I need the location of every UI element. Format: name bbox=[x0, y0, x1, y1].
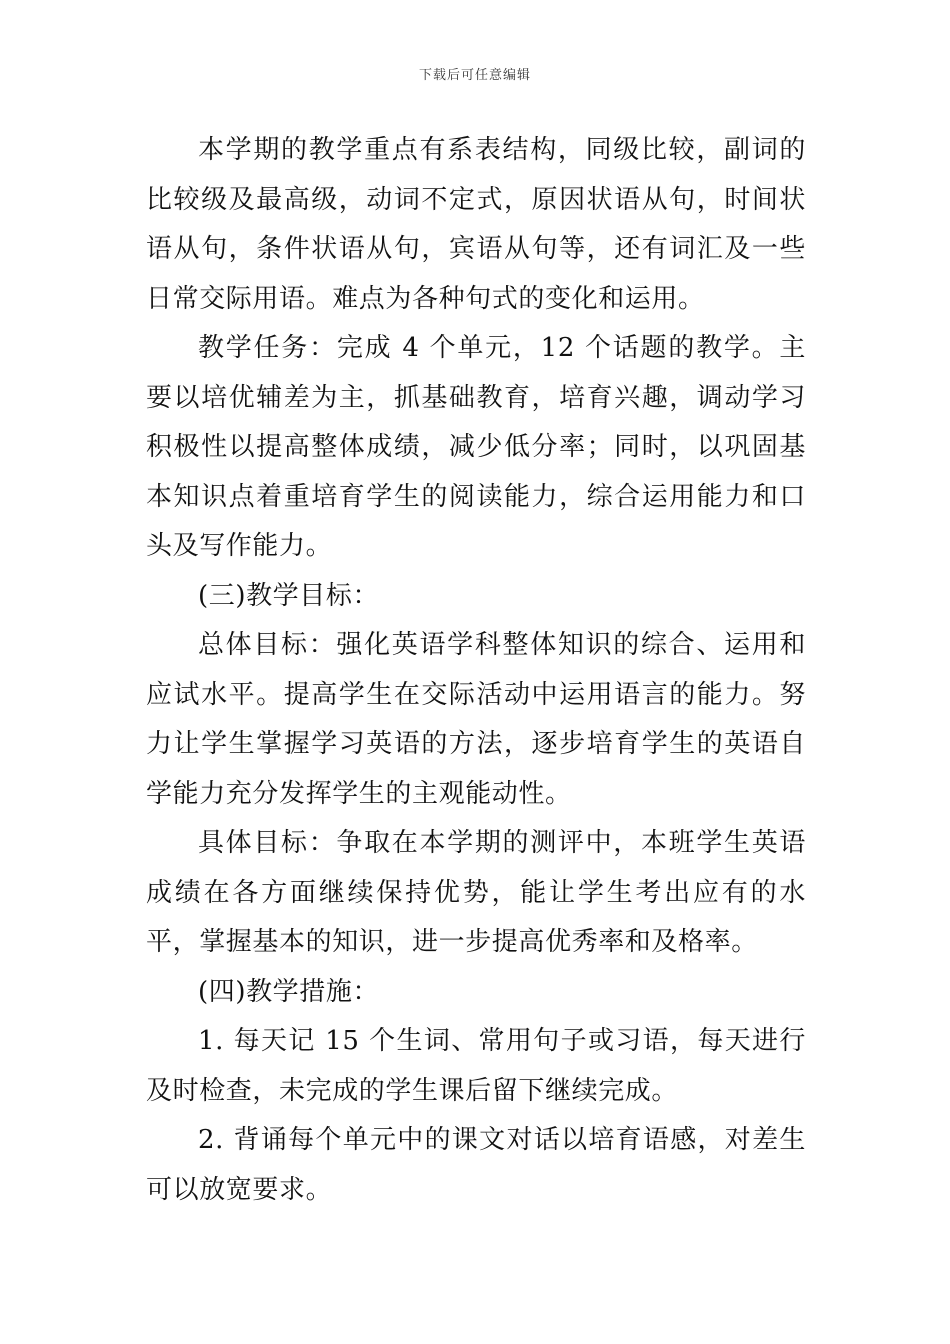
document-body bbox=[146, 126, 806, 1215]
paragraph-specific-goal: 具体目标：争取在本学期的测评中，本班学生英语成绩在各方面继续保持优势，能让学生考出应有的水平，掌握基本的知识，进一步提高优秀率和及格率。 bbox=[146, 828, 806, 957]
heading-teaching-measures: (四)教学措施： bbox=[198, 976, 380, 1007]
list-item-measure-1: 1. 每天记 15 个生词、常用句子或习语，每天进行及时检查，未完成的学生课后留下继续完成。 bbox=[146, 1026, 806, 1106]
list-item-measure-2: 2. 背诵每个单元中的课文对话以培育语感，对差生可以放宽要求。 bbox=[146, 1125, 806, 1205]
paragraph-overall-goal: 总体目标：强化英语学科整体知识的综合、运用和应试水平。提高学生在交际活动中运用语言的能力。努力让学生掌握学习英语的方法，逐步培育学生的英语自学能力充分发挥学生的主观能动性。 bbox=[146, 630, 806, 809]
paragraph-teaching-tasks: 教学任务：完成 4 个单元，12 个话题的教学。主要以培优辅差为主，抓基础教育，培育兴趣，调动学习积极性以提高整体成绩，减少低分率；同时，以巩固基本知识点着重培育学生的阅读能力，综合运用能力和口头及写作能力。 bbox=[146, 333, 806, 561]
paragraph-teaching-focus: 本学期的教学重点有系表结构，同级比较，副词的比较级及最高级，动词不定式，原因状语从句，时间状语从句，条件状语从句，宾语从句等，还有词汇及一些日常交际用语。难点为各种句式的变化和运用。 bbox=[146, 135, 806, 314]
page-header-note: 下载后可任意编辑 bbox=[418, 68, 531, 83]
heading-teaching-goals: (三)教学目标： bbox=[198, 580, 380, 611]
